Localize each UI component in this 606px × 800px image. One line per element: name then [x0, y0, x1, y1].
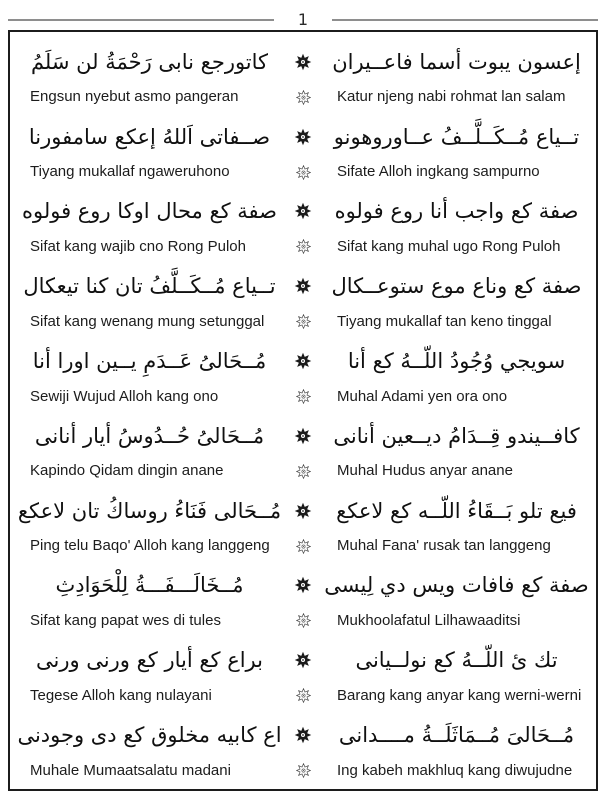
arabic-line: [14, 413, 592, 459]
open-star-medallion-icon: [285, 763, 321, 778]
latin-right-caption: Muhal Adami yen ora ono: [337, 387, 508, 405]
latin-left-caption: Tegese Alloh kang nulayani: [30, 686, 212, 704]
latin-left-caption: Kapindo Qidam dingin anane: [30, 462, 224, 480]
arabic-line: [14, 263, 592, 309]
star-rosette-icon: [285, 726, 321, 744]
arabic-left-hemistich: تــياع مُــكَــلَّفُ تان كنا تيعكال: [23, 274, 276, 299]
latin-line: [14, 683, 592, 708]
verse-row: [14, 37, 592, 112]
star-rosette-icon: [285, 352, 321, 370]
star-rosette-icon: [285, 128, 321, 146]
latin-line: [14, 234, 592, 259]
open-star-medallion-icon: [285, 165, 321, 180]
arabic-line: [14, 488, 592, 534]
latin-left-caption: Sifat kang wenang mung setunggal: [30, 312, 265, 330]
latin-right-caption: Sifate Alloh ingkang sampurno: [337, 163, 540, 181]
arabic-left-hemistich: براع كع أيار كع ورنى ورنى: [35, 648, 263, 673]
verse-row: [14, 710, 592, 785]
latin-left-caption: Muhale Mumaatsalatu madani: [30, 761, 231, 779]
arabic-right-hemistich: صفة كع واجب أنا روع فولوه: [334, 199, 579, 224]
arabic-left-hemistich: مُــحَالى فَنَاءُ روساكُ تان لاعكع: [17, 498, 282, 523]
verse-row: [14, 261, 592, 336]
star-rosette-icon: [285, 502, 321, 520]
arabic-left-hemistich: مُــحَالىُ حُــدُوسُ أيار أنانى: [34, 423, 265, 448]
open-star-medallion-icon: [285, 314, 321, 329]
latin-right-caption: Muhal Fana' rusak tan langgeng: [337, 537, 551, 555]
latin-right-caption: Barang kang anyar kang werni-werni: [337, 686, 582, 704]
star-rosette-icon: [285, 202, 321, 220]
open-star-medallion-icon: [285, 389, 321, 404]
arabic-left-hemistich: مُــخَالَـــفَـــةُ لِلْحَوَادِثِ: [55, 573, 244, 598]
star-rosette-icon: [285, 53, 321, 71]
arabic-left-hemistich: كاتورجع نابى رَحْمَةُ لن سَلَمُ: [30, 49, 269, 74]
latin-left-caption: Sifat kang papat wes di tules: [30, 611, 221, 629]
arabic-right-hemistich: إعسون يبوت أسما فاعــيران: [332, 49, 581, 74]
arabic-right-hemistich: فيع تلو بَــقَاءُ اللّــه كع لاعكع: [336, 498, 577, 523]
latin-left-caption: Engsun nyebut asmo pangeran: [30, 88, 239, 106]
latin-line: [14, 758, 592, 783]
arabic-line: [14, 114, 592, 160]
latin-right-caption: Sifat kang muhal ugo Rong Puloh: [337, 237, 561, 255]
open-star-medallion-icon: [285, 688, 321, 703]
verse-row: [14, 336, 592, 411]
open-star-medallion-icon: [285, 90, 321, 105]
latin-right-caption: Ing kabeh makhluq kang diwujudne: [337, 761, 573, 779]
latin-right-caption: Katur njeng nabi rohmat lan salam: [337, 88, 566, 106]
latin-line: [14, 459, 592, 484]
verse-row: [14, 187, 592, 262]
star-rosette-icon: [285, 277, 321, 295]
arabic-right-hemistich: صفة كع فافات ويس دي لِيسى: [324, 573, 589, 598]
verse-row: [14, 486, 592, 561]
arabic-right-hemistich: سويجي وُجُودُ اللّــهُ كع أنا: [347, 349, 566, 374]
latin-right-caption: Muhal Hudus anyar anane: [337, 462, 513, 480]
latin-left-caption: Tiyang mukallaf ngaweruhono: [30, 163, 230, 181]
arabic-left-hemistich: اع كابيه مخلوق كع دى وجودنى: [17, 723, 282, 748]
star-rosette-icon: [285, 576, 321, 594]
verse-row: [14, 112, 592, 187]
page-number: 1: [297, 10, 309, 29]
open-star-medallion-icon: [285, 464, 321, 479]
star-rosette-icon: [285, 651, 321, 669]
arabic-line: [14, 338, 592, 384]
latin-line: [14, 160, 592, 185]
arabic-right-hemistich: صفة كع وناع موع ستوعــكال: [331, 274, 582, 299]
verse-row: [14, 411, 592, 486]
header-rule-left: [8, 19, 274, 21]
arabic-right-hemistich: مُــحَالىَ مُــمَاثَلَــةُ مــــدانى: [338, 723, 575, 748]
latin-line: [14, 608, 592, 633]
arabic-line: [14, 188, 592, 234]
latin-right-caption: Mukhoolafatul Lilhawaaditsi: [337, 611, 521, 629]
latin-line: [14, 309, 592, 334]
arabic-line: [14, 712, 592, 758]
page-header: [8, 11, 598, 29]
open-star-medallion-icon: [285, 613, 321, 628]
arabic-line: [14, 637, 592, 683]
open-star-medallion-icon: [285, 539, 321, 554]
text-frame: [8, 30, 598, 791]
latin-line: [14, 534, 592, 559]
arabic-left-hemistich: صفة كع محال اوكا روع فولوه: [21, 199, 278, 224]
arabic-right-hemistich: تــياع مُــكَــلَّــفُ عــاوروهونو: [333, 124, 580, 149]
verse-row: [14, 561, 592, 636]
arabic-right-hemistich: تك ئ اللّــهُ كع نولــيانى: [355, 648, 558, 673]
star-rosette-icon: [285, 427, 321, 445]
arabic-left-hemistich: صــفاتى اَللهُ إعكع سامفورنا: [28, 124, 271, 149]
header-rule-right: [332, 19, 598, 21]
latin-left-caption: Ping telu Baqo' Alloh kang langgeng: [30, 537, 270, 555]
arabic-right-hemistich: كافــيندو قِــدَامُ ديــعين أنانى: [333, 423, 580, 448]
latin-line: [14, 384, 592, 409]
arabic-left-hemistich: مُــحَالىُ عَــدَمِ يــين اورا أنا: [32, 349, 267, 374]
latin-line: [14, 85, 592, 110]
open-star-medallion-icon: [285, 239, 321, 254]
latin-left-caption: Sifat kang wajib cno Rong Puloh: [30, 237, 246, 255]
latin-left-caption: Sewiji Wujud Alloh kang ono: [30, 387, 219, 405]
arabic-line: [14, 39, 592, 85]
arabic-line: [14, 562, 592, 608]
latin-right-caption: Tiyang mukallaf tan keno tinggal: [337, 312, 552, 330]
verse-row: [14, 635, 592, 710]
